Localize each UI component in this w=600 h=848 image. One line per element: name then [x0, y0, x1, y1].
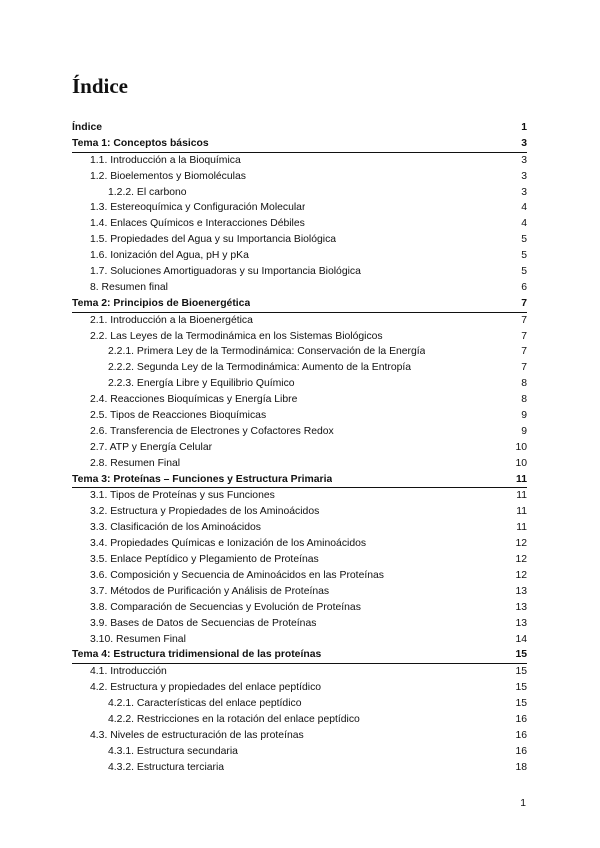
toc-entry-page: 11 [516, 506, 527, 518]
toc-entry-title: 4.3.2. Estructura terciaria [108, 761, 225, 773]
toc-entry-page: 6 [521, 281, 527, 293]
toc-entry-title: 3.7. Métodos de Purificación y Análisis de Proteínas [90, 585, 330, 597]
toc-entry-page: 14 [515, 633, 527, 645]
toc-entry-title: 3.10. Resumen Final [90, 633, 186, 645]
toc-entry[interactable] [72, 424, 527, 440]
toc-entry[interactable] [72, 744, 527, 760]
toc-entry-page: 11 [516, 490, 527, 502]
toc-entry-page: 7 [521, 346, 527, 358]
toc-entry[interactable] [72, 248, 527, 264]
toc-entry-page: 10 [515, 457, 527, 469]
toc-entry-title: 2.1. Introducción a la Bioenergética [90, 314, 253, 326]
toc-entry[interactable] [72, 200, 527, 216]
table-of-contents [72, 120, 527, 776]
toc-entry-title: 4.2. Estructura y propiedades del enlace peptídico [90, 682, 322, 694]
toc-entry[interactable] [72, 376, 527, 392]
toc-entry-page: 7 [521, 362, 527, 374]
toc-entry-title: 1.2. Bioelementos y Biomoléculas [90, 170, 246, 182]
toc-entry-title: 3.6. Composición y Secuencia de Aminoácidos en las Proteínas [90, 569, 384, 581]
toc-entry[interactable] [72, 600, 527, 616]
toc-entry-page: 8 [521, 378, 527, 390]
toc-entry[interactable] [72, 169, 527, 185]
toc-entry-page: 5 [521, 250, 527, 262]
toc-entry-page: 10 [515, 441, 527, 453]
toc-entry-page: 9 [521, 410, 527, 422]
toc-entry[interactable] [72, 488, 527, 504]
toc-entry[interactable] [72, 153, 527, 169]
toc-entry-title: 1.1. Introducción a la Bioquímica [90, 154, 241, 166]
toc-entry[interactable] [72, 185, 527, 201]
toc-entry-page: 13 [515, 617, 527, 629]
toc-entry-page: 4 [521, 202, 527, 214]
toc-entry[interactable] [72, 647, 527, 664]
toc-entry-title: 4.3. Niveles de estructuración de las proteínas [90, 729, 304, 741]
toc-entry-title: 8. Resumen final [90, 281, 168, 293]
toc-entry-page: 15 [515, 666, 527, 678]
toc-entry-page: 16 [515, 729, 527, 741]
toc-entry-page: 15 [515, 682, 527, 694]
toc-entry-page: 9 [521, 425, 527, 437]
toc-entry[interactable] [72, 216, 527, 232]
toc-entry[interactable] [72, 552, 527, 568]
toc-entry[interactable] [72, 456, 527, 472]
toc-entry-title: Tema 3: Proteínas – Funciones y Estructura Primaria [72, 473, 333, 485]
toc-entry-title: 3.1. Tipos de Proteínas y sus Funciones [90, 490, 275, 502]
toc-entry-title: 1.2.2. El carbono [108, 186, 187, 198]
toc-entry[interactable] [72, 232, 527, 248]
toc-entry-page: 8 [521, 394, 527, 406]
toc-entry-page: 7 [521, 330, 527, 342]
toc-entry[interactable] [72, 264, 527, 280]
toc-entry-page: 15 [515, 698, 527, 710]
toc-entry[interactable] [72, 472, 527, 489]
page-title: Índice [72, 74, 129, 98]
toc-entry-page: 11 [516, 522, 527, 534]
toc-entry[interactable] [72, 120, 527, 136]
toc-entry-page: 7 [521, 314, 527, 326]
toc-entry-page: 1 [521, 122, 527, 133]
toc-entry-title: 1.6. Ionización del Agua, pH y pKa [90, 250, 249, 262]
toc-entry-title: 2.2.3. Energía Libre y Equilibrio Químico [108, 378, 295, 390]
toc-entry-title: Índice [72, 122, 103, 133]
toc-entry-page: 11 [516, 473, 527, 485]
toc-entry-title: 1.3. Estereoquímica y Configuración Molecular [90, 202, 306, 214]
toc-entry-page: 5 [521, 266, 527, 278]
toc-entry-title: Tema 1: Conceptos básicos [72, 137, 209, 149]
toc-entry-page: 3 [521, 137, 527, 149]
toc-entry-title: 2.2. Las Leyes de la Termodinámica en los Sistemas Biológicos [90, 330, 383, 342]
toc-entry[interactable] [72, 760, 527, 776]
toc-entry[interactable] [72, 296, 527, 313]
toc-entry[interactable] [72, 664, 527, 680]
toc-entry-page: 15 [515, 649, 527, 661]
toc-entry[interactable] [72, 313, 527, 329]
toc-entry-title: 4.2.1. Características del enlace peptídico [108, 698, 302, 710]
toc-entry-page: 4 [521, 218, 527, 230]
toc-entry-title: 2.6. Transferencia de Electrones y Cofactores Redox [90, 425, 334, 437]
toc-entry[interactable] [72, 536, 527, 552]
page-number: 1 [520, 798, 526, 809]
toc-entry-page: 5 [521, 234, 527, 246]
toc-entry-page: 12 [515, 569, 527, 581]
toc-entry[interactable] [72, 504, 527, 520]
toc-entry-title: 1.7. Soluciones Amortiguadoras y su Importancia Biológica [90, 266, 361, 278]
toc-entry[interactable] [72, 568, 527, 584]
toc-entry-title: 3.3. Clasificación de los Aminoácidos [90, 522, 261, 534]
toc-entry-title: 2.8. Resumen Final [90, 457, 181, 469]
toc-entry-title: 1.5. Propiedades del Agua y su Importancia Biológica [90, 234, 337, 246]
toc-entry-page: 18 [515, 761, 527, 773]
toc-entry-title: 3.8. Comparación de Secuencias y Evolución de Proteínas [90, 601, 361, 613]
toc-entry-title: 2.2.2. Segunda Ley de la Termodinámica: Aumento de la Entropía [108, 362, 412, 374]
toc-entry-title: 3.2. Estructura y Propiedades de los Aminoácidos [90, 506, 320, 518]
toc-entry-title: 2.5. Tipos de Reacciones Bioquímicas [90, 410, 267, 422]
toc-entry-title: Tema 2: Principios de Bioenergética [72, 297, 251, 309]
toc-entry-page: 7 [521, 297, 527, 309]
toc-entry[interactable] [72, 520, 527, 536]
toc-entry-page: 13 [515, 601, 527, 613]
toc-entry[interactable] [72, 728, 527, 744]
toc-entry-title: Tema 4: Estructura tridimensional de las proteínas [72, 649, 322, 661]
toc-entry-page: 16 [515, 745, 527, 757]
toc-entry[interactable] [72, 440, 527, 456]
toc-entry[interactable] [72, 360, 527, 376]
toc-entry[interactable] [72, 712, 527, 728]
toc-entry[interactable] [72, 616, 527, 632]
toc-entry[interactable] [72, 136, 527, 153]
toc-entry-page: 12 [515, 538, 527, 550]
toc-entry[interactable] [72, 584, 527, 600]
toc-entry-title: 3.5. Enlace Peptídico y Plegamiento de Proteínas [90, 554, 319, 566]
toc-entry-title: 2.7. ATP y Energía Celular [90, 441, 213, 453]
toc-entry-title: 1.4. Enlaces Químicos e Interacciones Débiles [90, 218, 305, 230]
toc-entry-page: 16 [515, 713, 527, 725]
toc-entry-title: 4.1. Introducción [90, 666, 167, 678]
toc-entry-page: 12 [515, 554, 527, 566]
toc-entry-page: 13 [515, 585, 527, 597]
toc-entry[interactable] [72, 696, 527, 712]
toc-entry-page: 3 [521, 154, 527, 166]
toc-entry[interactable] [72, 392, 527, 408]
toc-entry[interactable] [72, 344, 527, 360]
toc-entry-page: 3 [521, 186, 527, 198]
toc-entry[interactable] [72, 680, 527, 696]
toc-entry[interactable] [72, 632, 527, 648]
toc-entry-title: 3.4. Propiedades Químicas e Ionización de los Aminoácidos [90, 538, 367, 550]
toc-entry-title: 2.4. Reacciones Bioquímicas y Energía Libre [90, 394, 298, 406]
toc-entry[interactable] [72, 329, 527, 345]
toc-entry-page: 3 [521, 170, 527, 182]
toc-entry[interactable] [72, 280, 527, 296]
toc-entry-title: 4.2.2. Restricciones en la rotación del enlace peptídico [108, 713, 360, 725]
toc-entry-title: 2.2.1. Primera Ley de la Termodinámica: Conservación de la Energía [108, 346, 426, 358]
toc-entry-title: 3.9. Bases de Datos de Secuencias de Proteínas [90, 617, 317, 629]
toc-entry-title: 4.3.1. Estructura secundaria [108, 745, 238, 757]
toc-entry[interactable] [72, 408, 527, 424]
